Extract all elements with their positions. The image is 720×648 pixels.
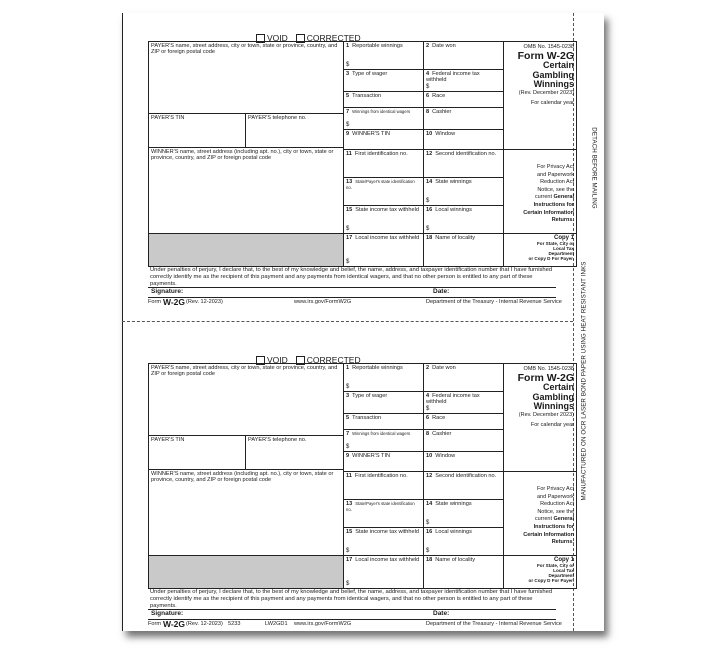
copy-line: Department <box>548 573 574 578</box>
box-number: 2 <box>426 365 430 371</box>
privacy-notice <box>504 150 577 234</box>
omb-number: OMB No. 1545-0238 <box>523 44 574 50</box>
box-number: 12 <box>426 473 433 479</box>
shaded-area <box>149 556 344 589</box>
dollar-sign: $ <box>346 580 350 587</box>
signature-line[interactable] <box>148 609 556 620</box>
revision-date: (Rev. December 2023) <box>518 89 574 96</box>
form-title: Form W-2G <box>517 372 574 384</box>
box-number: 15 <box>346 207 353 213</box>
box-number: 7 <box>346 109 350 115</box>
footer-url: www.irs.gov/FormW2G <box>294 621 352 627</box>
privacy-line: current <box>534 194 552 201</box>
box18-label: Name of locality <box>435 557 476 563</box>
box4-label: Federal income tax withheld <box>426 71 480 84</box>
dollar-sign: $ <box>346 383 350 390</box>
box5-label: Transaction <box>352 415 382 421</box>
box1-field[interactable] <box>344 42 424 70</box>
form-grid <box>148 41 577 267</box>
privacy-line: For Privacy Act <box>537 486 574 492</box>
signature-label: Signature: <box>151 610 184 617</box>
box15-label: State income tax withheld <box>355 529 419 535</box>
footer-revision: (Rev. 12-2023) <box>186 621 223 627</box>
box15-field[interactable] <box>344 206 424 234</box>
footer-revision: (Rev. 12-2023) <box>186 299 223 305</box>
box-number: 11 <box>346 151 352 157</box>
calendar-year: For calendar year <box>530 99 574 106</box>
box-number: 17 <box>346 235 353 241</box>
privacy-notice <box>504 472 577 556</box>
box15-label: State income tax withheld <box>355 207 419 213</box>
footer-form: Form <box>148 621 162 627</box>
dollar-sign: $ <box>426 197 430 204</box>
winner-name-field[interactable] <box>149 148 344 234</box>
box13-field[interactable] <box>344 178 424 206</box>
side-text <box>578 43 600 501</box>
box1-label: Reportable winnings <box>352 365 403 371</box>
box11-label: First identification no. <box>354 151 408 157</box>
signature-line[interactable] <box>148 287 556 298</box>
footer-form-id: W-2G <box>163 619 186 629</box>
privacy-line: and Paperwork <box>537 171 574 178</box>
side-text-paper: MANUFACTURED ON OCR LASER BOND PAPER USING HEAT RESISTANT INKS <box>580 260 588 501</box>
box17-label: Local income tax withheld <box>355 235 420 241</box>
payer-tin-label: PAYER'S TIN <box>151 437 185 443</box>
payer-tin-field[interactable] <box>149 114 246 148</box>
box14-label: State winnings <box>435 501 472 507</box>
box-number: 10 <box>426 453 433 459</box>
void-label: VOID <box>267 33 288 43</box>
box5-field[interactable] <box>344 92 424 108</box>
box10-field[interactable] <box>424 130 504 150</box>
dollar-sign: $ <box>346 61 350 68</box>
box-number: 8 <box>426 109 430 115</box>
box14-field[interactable] <box>424 500 504 528</box>
box7-field[interactable] <box>344 430 424 452</box>
calendar-year: For calendar year <box>530 421 574 428</box>
footer-form-id: W-2G <box>163 297 186 307</box>
shaded-area <box>149 234 344 267</box>
box-number: 2 <box>426 43 430 49</box>
omb-number: OMB No. 1545-0238 <box>523 366 574 372</box>
signature-label: Signature: <box>151 288 184 295</box>
box2-field[interactable] <box>424 42 504 70</box>
box-number: 13 <box>346 179 353 185</box>
footer-department: Department of the Treasury - Internal Revenue Service <box>426 621 562 627</box>
box14-label: State winnings <box>435 179 472 185</box>
box9-label: WINNER'S TIN <box>352 131 391 137</box>
copy-line: Local Tax <box>553 568 574 573</box>
box-number: 14 <box>426 501 433 507</box>
box14-field[interactable] <box>424 178 504 206</box>
box16-label: Local winnings <box>435 207 472 213</box>
box-number: 4 <box>426 393 430 399</box>
box4-field[interactable] <box>424 70 504 92</box>
form-title-panel <box>504 42 577 150</box>
horizontal-perforation <box>122 321 573 322</box>
box13-label: State/Payer's state identification no. <box>346 501 415 513</box>
payer-phone-label: PAYER'S telephone no. <box>248 115 307 121</box>
privacy-bold: Returns. <box>551 539 574 546</box>
box16-field[interactable] <box>424 206 504 234</box>
box13-field[interactable] <box>344 500 424 528</box>
form-grid <box>148 363 577 589</box>
box-number: 15 <box>346 529 353 535</box>
payer-phone-field[interactable] <box>246 436 344 470</box>
payer-phone-label: PAYER'S telephone no. <box>248 437 307 443</box>
box18-field[interactable] <box>424 234 504 267</box>
box8-label: Cashier <box>432 431 452 437</box>
box-number: 3 <box>346 393 350 399</box>
box-number: 6 <box>426 93 430 99</box>
box-number: 4 <box>426 71 430 77</box>
dollar-sign: $ <box>426 519 430 526</box>
winner-name-label: WINNER'S name, street address (including apt. no.), city or town, state or province, country, and ZIP or foreign postal code <box>151 471 334 484</box>
privacy-line: and Paperwork <box>537 493 574 500</box>
box-number: 3 <box>346 71 350 77</box>
penalty-statement: Under penalties of perjury, I declare that, to the best of my knowledge and belief, the name, address, and taxpayer identification number that I have furnished correctly identify me as the recipient of this payment and any payments from identical wagers, and that no other person is entitled to any part of these payments. <box>148 266 556 288</box>
revision-date: (Rev. December 2023) <box>518 411 574 418</box>
dollar-sign: $ <box>426 405 430 412</box>
payer-phone-field[interactable] <box>246 114 344 148</box>
footer-form: Form <box>148 299 162 305</box>
payer-tin-label: PAYER'S TIN <box>151 115 185 121</box>
title-gambling: Gambling <box>532 69 574 80</box>
payer-name-label: PAYER'S name, street address, city or town, state or province, country, and ZIP or foreign postal code <box>151 43 338 56</box>
box9-field[interactable] <box>344 452 424 472</box>
title-gambling: Gambling <box>532 391 574 402</box>
box7-label: Winnings from identical wagers <box>352 431 411 436</box>
box-number: 8 <box>426 431 430 437</box>
box6-label: Race <box>432 93 446 99</box>
box2-field[interactable] <box>424 364 504 392</box>
box-number: 5 <box>346 415 350 421</box>
box16-label: Local winnings <box>435 529 472 535</box>
copy-line: For State, City or <box>536 563 574 568</box>
box2-label: Date won <box>432 43 456 49</box>
dollar-sign: $ <box>346 443 350 450</box>
privacy-line: Notice, see the <box>537 508 574 515</box>
box9-field[interactable] <box>344 130 424 150</box>
side-text-detach: DETACH BEFORE MAILING <box>590 127 598 209</box>
footer-department: Department of the Treasury - Internal Revenue Service <box>426 299 562 305</box>
box17-label: Local income tax withheld <box>355 557 420 563</box>
box-number: 16 <box>426 207 433 213</box>
box-number: 6 <box>426 415 430 421</box>
box-number: 1 <box>346 365 350 371</box>
box11-field[interactable] <box>344 472 424 500</box>
box2-label: Date won <box>432 365 456 371</box>
payer-name-field[interactable] <box>149 364 344 436</box>
box6-field[interactable] <box>424 92 504 108</box>
box9-label: WINNER'S TIN <box>352 453 391 459</box>
title-certain: Certain <box>542 382 574 392</box>
dollar-sign: $ <box>426 547 430 554</box>
box-number: 14 <box>426 179 433 185</box>
footer-url: www.irs.gov/FormW2G <box>294 299 352 305</box>
corrected-label: CORRECTED <box>306 33 361 43</box>
privacy-bold: Instructions for <box>533 201 574 208</box>
box6-field[interactable] <box>424 414 504 430</box>
box3-label: Type of wager <box>352 393 388 399</box>
box3-field[interactable] <box>344 70 424 92</box>
winner-name-field[interactable] <box>149 470 344 556</box>
payer-name-field[interactable] <box>149 42 344 114</box>
privacy-bold: Instructions for <box>533 523 574 530</box>
box5-label: Transaction <box>352 93 382 99</box>
dollar-sign: $ <box>346 121 350 128</box>
box12-field[interactable] <box>424 472 504 500</box>
copy-line: For State, City or <box>536 241 574 246</box>
payer-tin-field[interactable] <box>149 436 246 470</box>
privacy-line: current <box>534 516 552 523</box>
title-winnings: Winnings <box>533 79 574 89</box>
copy-line: Local Tax <box>553 246 574 251</box>
box12-label: Second identification no. <box>435 151 497 157</box>
box15-field[interactable] <box>344 528 424 556</box>
box4-label: Federal income tax withheld <box>426 393 480 406</box>
box10-label: Window <box>435 131 456 137</box>
box13-label: State/Payer's state identification no. <box>346 179 415 191</box>
privacy-bold: General <box>553 194 574 201</box>
privacy-line: For Privacy Act <box>537 164 574 170</box>
copy-designation <box>504 556 577 589</box>
form-title: Form W-2G <box>517 50 574 62</box>
box6-label: Race <box>432 415 446 421</box>
date-label: Date: <box>433 288 450 295</box>
footer-code: LW2GD1 <box>265 621 288 627</box>
copy-title: Copy 1 <box>553 235 574 241</box>
copy-line: or Copy D For Payer. <box>528 256 574 261</box>
box-number: 17 <box>346 557 353 563</box>
box3-label: Type of wager <box>352 71 388 77</box>
box-number: 9 <box>346 453 350 459</box>
box16-field[interactable] <box>424 528 504 556</box>
privacy-bold: Returns. <box>551 217 574 224</box>
sheet-left-edge <box>122 13 123 631</box>
box-number: 1 <box>346 43 350 49</box>
box-number: 9 <box>346 131 350 137</box>
dollar-sign: $ <box>346 547 350 554</box>
privacy-line: Notice, see the <box>537 186 574 193</box>
privacy-bold: General <box>553 516 574 523</box>
box-number: 16 <box>426 529 433 535</box>
corrected-label: CORRECTED <box>306 355 361 365</box>
dollar-sign: $ <box>346 258 350 265</box>
box17-field[interactable] <box>344 234 424 267</box>
box-number: 18 <box>426 235 433 241</box>
box17-field[interactable] <box>344 556 424 589</box>
box11-label: First identification no. <box>354 473 408 479</box>
box-number: 13 <box>346 501 353 507</box>
box7-field[interactable] <box>344 108 424 130</box>
void-label: VOID <box>267 355 288 365</box>
box10-label: Window <box>435 453 456 459</box>
box7-label: Winnings from identical wagers <box>352 109 411 114</box>
box18-label: Name of locality <box>435 235 476 241</box>
box12-field[interactable] <box>424 150 504 178</box>
box10-field[interactable] <box>424 452 504 472</box>
privacy-line: Reduction Act <box>540 179 574 186</box>
form-sheet <box>122 13 604 631</box>
box12-label: Second identification no. <box>435 473 497 479</box>
box-number: 7 <box>346 431 350 437</box>
box1-label: Reportable winnings <box>352 43 403 49</box>
box8-field[interactable] <box>424 430 504 452</box>
box-number: 11 <box>346 473 352 479</box>
form-title-panel <box>504 364 577 472</box>
penalty-statement: Under penalties of perjury, I declare that, to the best of my knowledge and belief, the name, address, and taxpayer identification number that I have furnished correctly identify me as the recipient of this payment and any payments from identical wagers, and that no other person is entitled to any part of these payments. <box>148 588 556 610</box>
box4-field[interactable] <box>424 392 504 414</box>
privacy-bold: Certain Information <box>523 531 574 538</box>
copy-title: Copy 1 <box>553 557 574 563</box>
box18-field[interactable] <box>424 556 504 589</box>
winner-name-label: WINNER'S name, street address (including apt. no.), city or town, state or province, country, and ZIP or foreign postal code <box>151 149 334 162</box>
title-certain: Certain <box>542 60 574 70</box>
box-number: 10 <box>426 131 433 137</box>
box11-field[interactable] <box>344 150 424 178</box>
box3-field[interactable] <box>344 392 424 414</box>
title-winnings: Winnings <box>533 401 574 411</box>
box1-field[interactable] <box>344 364 424 392</box>
copy-designation <box>504 234 577 267</box>
footer-code: 5233 <box>228 621 241 627</box>
payer-name-label: PAYER'S name, street address, city or town, state or province, country, and ZIP or foreign postal code <box>151 365 338 378</box>
privacy-bold: Certain Information <box>523 209 574 216</box>
box-number: 18 <box>426 557 433 563</box>
box8-label: Cashier <box>432 109 452 115</box>
box-number: 5 <box>346 93 350 99</box>
box5-field[interactable] <box>344 414 424 430</box>
date-label: Date: <box>433 610 450 617</box>
privacy-line: Reduction Act <box>540 501 574 508</box>
box8-field[interactable] <box>424 108 504 130</box>
box-number: 12 <box>426 151 433 157</box>
copy-line: Department <box>548 251 574 256</box>
dollar-sign: $ <box>346 225 350 232</box>
dollar-sign: $ <box>426 225 430 232</box>
dollar-sign: $ <box>426 83 430 90</box>
copy-line: or Copy D For Payer. <box>528 578 574 583</box>
